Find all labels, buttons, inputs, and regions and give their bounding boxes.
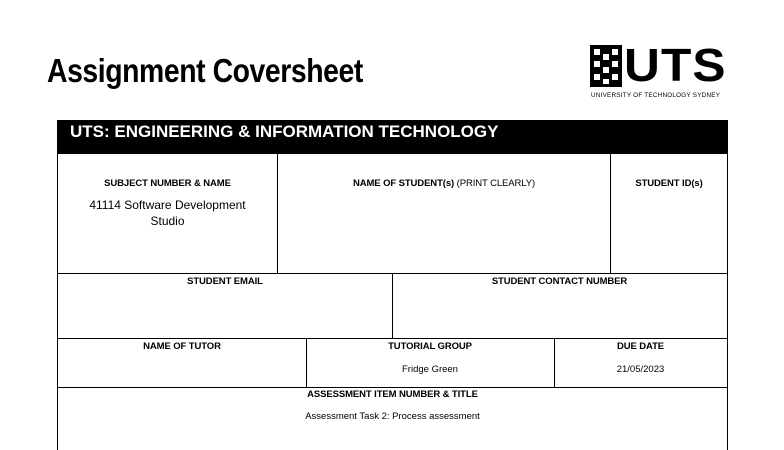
subject-header: SUBJECT NUMBER & NAME <box>104 178 231 189</box>
row2-col-divider <box>392 274 393 339</box>
tutor-cell[interactable] <box>58 339 306 388</box>
row3-divider <box>58 387 727 388</box>
row3-col-divider-2 <box>554 339 555 388</box>
assessment-value[interactable]: Assessment Task 2: Process assessment <box>305 411 480 422</box>
row1-col-divider-2 <box>610 154 611 274</box>
student-id-cell[interactable] <box>611 154 727 274</box>
assessment-header: ASSESSMENT ITEM NUMBER & TITLE <box>307 389 478 400</box>
student-id-header: STUDENT ID(s) <box>635 178 703 189</box>
faculty-banner: UTS: ENGINEERING & INFORMATION TECHNOLOGY <box>58 120 727 154</box>
subject-value[interactable]: 41114 Software Development Studio <box>89 198 246 228</box>
due-date-cell <box>554 339 727 388</box>
due-date-header: DUE DATE <box>616 341 665 352</box>
student-name-label: NAME OF STUDENT(s) <box>352 178 455 189</box>
coversheet-form <box>57 120 728 450</box>
student-contact-header: STUDENT CONTACT NUMBER <box>491 276 628 287</box>
student-contact-cell[interactable] <box>392 274 727 339</box>
student-name-cell[interactable] <box>277 154 611 274</box>
tutorial-group-header: TUTORIAL GROUP <box>388 341 472 352</box>
uts-wordmark: UTS <box>624 39 727 91</box>
row1-col-divider-1 <box>277 154 278 274</box>
student-name-hint: (PRINT CLEARLY) <box>456 178 536 189</box>
uts-logo <box>590 39 727 105</box>
student-email-header: STUDENT EMAIL <box>187 276 263 287</box>
tutor-header: NAME OF TUTOR <box>143 341 221 352</box>
due-date-value[interactable]: 21/05/2023 <box>616 364 665 375</box>
tutorial-group-cell <box>306 339 554 388</box>
uts-logo-subtitle: UNIVERSITY OF TECHNOLOGY SYDNEY <box>591 92 721 99</box>
tutorial-group-value[interactable]: Fridge Green <box>402 364 458 375</box>
student-email-cell[interactable] <box>58 274 392 339</box>
student-name-header <box>277 178 611 189</box>
document-title: Assignment Coversheet <box>47 52 363 89</box>
uts-logo-mark-icon <box>590 45 622 87</box>
subject-cell <box>58 154 277 274</box>
row3-col-divider-1 <box>306 339 307 388</box>
